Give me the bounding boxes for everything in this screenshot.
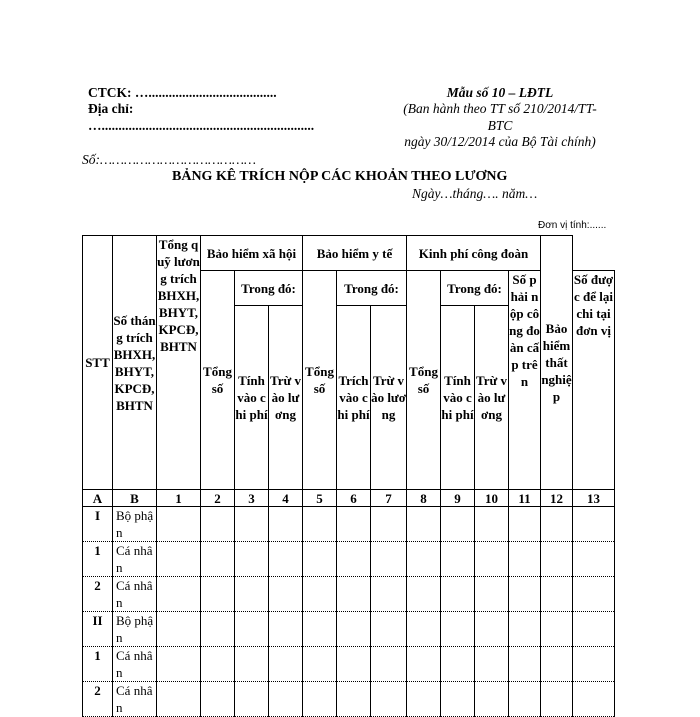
issuance-line-2: BTC (487, 118, 513, 133)
row-label: Cá nhân (113, 682, 157, 717)
ctck-label: CTCK: …...................................... (88, 85, 277, 100)
table-cell[interactable] (337, 612, 371, 647)
table-cell[interactable] (441, 682, 475, 717)
table-cell[interactable] (201, 612, 235, 647)
table-row (83, 577, 615, 612)
table-cell[interactable] (269, 647, 303, 682)
table-cell[interactable] (337, 507, 371, 542)
table-cell[interactable] (337, 542, 371, 577)
table-cell[interactable] (371, 682, 407, 717)
table-cell[interactable] (303, 542, 337, 577)
table-cell[interactable] (541, 682, 573, 717)
row-stt: 1 (83, 542, 113, 577)
row-stt: I (83, 507, 113, 542)
table-cell[interactable] (475, 647, 509, 682)
column-index-row (83, 490, 615, 507)
column-index: 5 (303, 490, 337, 507)
column-index: A (83, 490, 113, 507)
table-cell[interactable] (541, 542, 573, 577)
table-cell[interactable] (235, 647, 269, 682)
header-bhyt-tong-so: Tổng số (303, 271, 337, 490)
row-label: Cá nhân (113, 542, 157, 577)
table-cell[interactable] (441, 612, 475, 647)
header-bhyt-trich-vao-cp: Trích vào chi phí (337, 306, 371, 490)
table-cell[interactable] (235, 577, 269, 612)
address-label: Địa chỉ: (88, 101, 134, 116)
table-cell[interactable] (441, 542, 475, 577)
issuance-line-1: (Ban hành theo TT số 210/2014/TT- (403, 101, 597, 116)
column-index: 12 (541, 490, 573, 507)
table-cell[interactable] (407, 612, 441, 647)
table-cell[interactable] (475, 507, 509, 542)
column-index: 6 (337, 490, 371, 507)
header-bhyt: Bảo hiểm y tế (303, 236, 407, 271)
table-cell[interactable] (157, 682, 201, 717)
table-cell[interactable] (541, 577, 573, 612)
table-cell[interactable] (201, 507, 235, 542)
table-cell[interactable] (475, 577, 509, 612)
table-cell[interactable] (441, 577, 475, 612)
column-index: 7 (371, 490, 407, 507)
table-cell[interactable] (407, 682, 441, 717)
table-cell[interactable] (201, 682, 235, 717)
table-cell[interactable] (573, 577, 615, 612)
table-cell[interactable] (371, 612, 407, 647)
table-cell[interactable] (407, 507, 441, 542)
header-tong-quy: Tổng quỹ lương trích BHXH, BHYT, KPCĐ, BHTN (157, 236, 201, 490)
table-cell[interactable] (337, 682, 371, 717)
table-cell[interactable] (303, 682, 337, 717)
table-cell[interactable] (371, 542, 407, 577)
table-cell[interactable] (269, 577, 303, 612)
row-label: Bộ phận (113, 612, 157, 647)
column-index: 9 (441, 490, 475, 507)
row-label: Cá nhân (113, 647, 157, 682)
column-index: 2 (201, 490, 235, 507)
table-cell[interactable] (541, 507, 573, 542)
table-cell[interactable] (201, 542, 235, 577)
table-cell[interactable] (509, 577, 541, 612)
row-stt: 2 (83, 682, 113, 717)
table-cell[interactable] (235, 612, 269, 647)
header-kpcd-tru-vao-luong: Trừ vào lương (475, 306, 509, 490)
column-index: 13 (573, 490, 615, 507)
table-cell[interactable] (157, 612, 201, 647)
table-cell[interactable] (441, 507, 475, 542)
table-cell[interactable] (337, 647, 371, 682)
header-bhxh-trong-do: Trong đó: (235, 271, 303, 306)
table-cell[interactable] (573, 542, 615, 577)
table-row (83, 542, 615, 577)
table-cell[interactable] (157, 507, 201, 542)
header-kpcd-trong-do: Trong đó: (441, 271, 509, 306)
table-cell[interactable] (157, 542, 201, 577)
table-cell[interactable] (303, 612, 337, 647)
row-stt: 1 (83, 647, 113, 682)
table-cell[interactable] (441, 647, 475, 682)
column-index: 10 (475, 490, 509, 507)
header-stt: STT (83, 236, 113, 490)
header-kpcd-tinh-vao-cp: Tính vào chi phí (441, 306, 475, 490)
table-cell[interactable] (407, 647, 441, 682)
table-cell[interactable] (475, 542, 509, 577)
table-cell[interactable] (371, 507, 407, 542)
so-label: Số:………………………………… (82, 152, 257, 167)
header-bhxh: Bảo hiểm xã hội (201, 236, 303, 271)
header-bhxh-tru-vao-luong: Trừ vào lương (269, 306, 303, 490)
column-index: 8 (407, 490, 441, 507)
issuance-line-3: ngày 30/12/2014 của Bộ Tài chính) (404, 134, 596, 149)
table-cell[interactable] (303, 647, 337, 682)
column-index: 11 (509, 490, 541, 507)
table-row (83, 682, 615, 717)
table-cell[interactable] (573, 647, 615, 682)
document-number (82, 152, 256, 168)
table-cell[interactable] (269, 542, 303, 577)
table-cell[interactable] (201, 577, 235, 612)
header-kpcd-tong-so: Tổng số (407, 271, 441, 490)
header-bhyt-tru-vao-luong: Trừ vào lương (371, 306, 407, 490)
table-cell[interactable] (509, 507, 541, 542)
header-bhtn: Bảo hiểm thất nghiệp (541, 236, 573, 490)
table-row (83, 612, 615, 647)
table-cell[interactable] (509, 682, 541, 717)
date-line: Ngày…tháng…. năm… (412, 186, 538, 201)
table-cell[interactable] (475, 682, 509, 717)
row-label: Bộ phận (113, 507, 157, 542)
row-stt: 2 (83, 577, 113, 612)
table-cell[interactable] (201, 647, 235, 682)
table-cell[interactable] (509, 542, 541, 577)
document-title: BẢNG KÊ TRÍCH NỘP CÁC KHOẢN THEO LƯƠNG (172, 169, 508, 184)
column-index: 4 (269, 490, 303, 507)
header-duoc-de-lai: Số được để lại chi tại đơn vị (573, 271, 615, 490)
table-row (83, 507, 615, 542)
table-cell[interactable] (371, 577, 407, 612)
column-index: 1 (157, 490, 201, 507)
header-phai-nop: Số phải nộp công đoàn cấp trên (509, 271, 541, 490)
table-cell[interactable] (573, 612, 615, 647)
table-cell[interactable] (573, 682, 615, 717)
header-bhxh-tong-so: Tổng số (201, 271, 235, 490)
header-bhyt-trong-do: Trong đó: (337, 271, 407, 306)
unit-label: Đơn vị tính:...... (538, 220, 607, 231)
table-cell[interactable] (269, 507, 303, 542)
table-cell[interactable] (337, 577, 371, 612)
table-cell[interactable] (371, 647, 407, 682)
contribution-table (82, 235, 615, 717)
table-cell[interactable] (303, 507, 337, 542)
table-cell[interactable] (573, 507, 615, 542)
table-cell[interactable] (269, 682, 303, 717)
table-cell[interactable] (269, 612, 303, 647)
table-cell[interactable] (475, 612, 509, 647)
table-cell[interactable] (509, 647, 541, 682)
header-so-thang: Số tháng trích BHXH, BHYT, KPCĐ, BHTN (113, 236, 157, 490)
table-cell[interactable] (407, 542, 441, 577)
header-kpcd: Kinh phí công đoàn (407, 236, 541, 271)
table-cell[interactable] (235, 507, 269, 542)
row-label: Cá nhân (113, 577, 157, 612)
form-code: Mẫu số 10 – LĐTL (446, 85, 554, 100)
table-cell[interactable] (235, 542, 269, 577)
table-cell[interactable] (303, 577, 337, 612)
table-cell[interactable] (157, 647, 201, 682)
table-cell[interactable] (235, 682, 269, 717)
row-stt: II (83, 612, 113, 647)
table-cell[interactable] (407, 577, 441, 612)
table-row (83, 647, 615, 682)
address-dots: …............................................................... (88, 118, 315, 133)
column-index: 3 (235, 490, 269, 507)
table-cell[interactable] (541, 612, 573, 647)
table-cell[interactable] (157, 577, 201, 612)
table-cell[interactable] (541, 647, 573, 682)
column-index: B (113, 490, 157, 507)
header-bhxh-tinh-vao-cp: Tính vào chi phí (235, 306, 269, 490)
table-cell[interactable] (509, 612, 541, 647)
